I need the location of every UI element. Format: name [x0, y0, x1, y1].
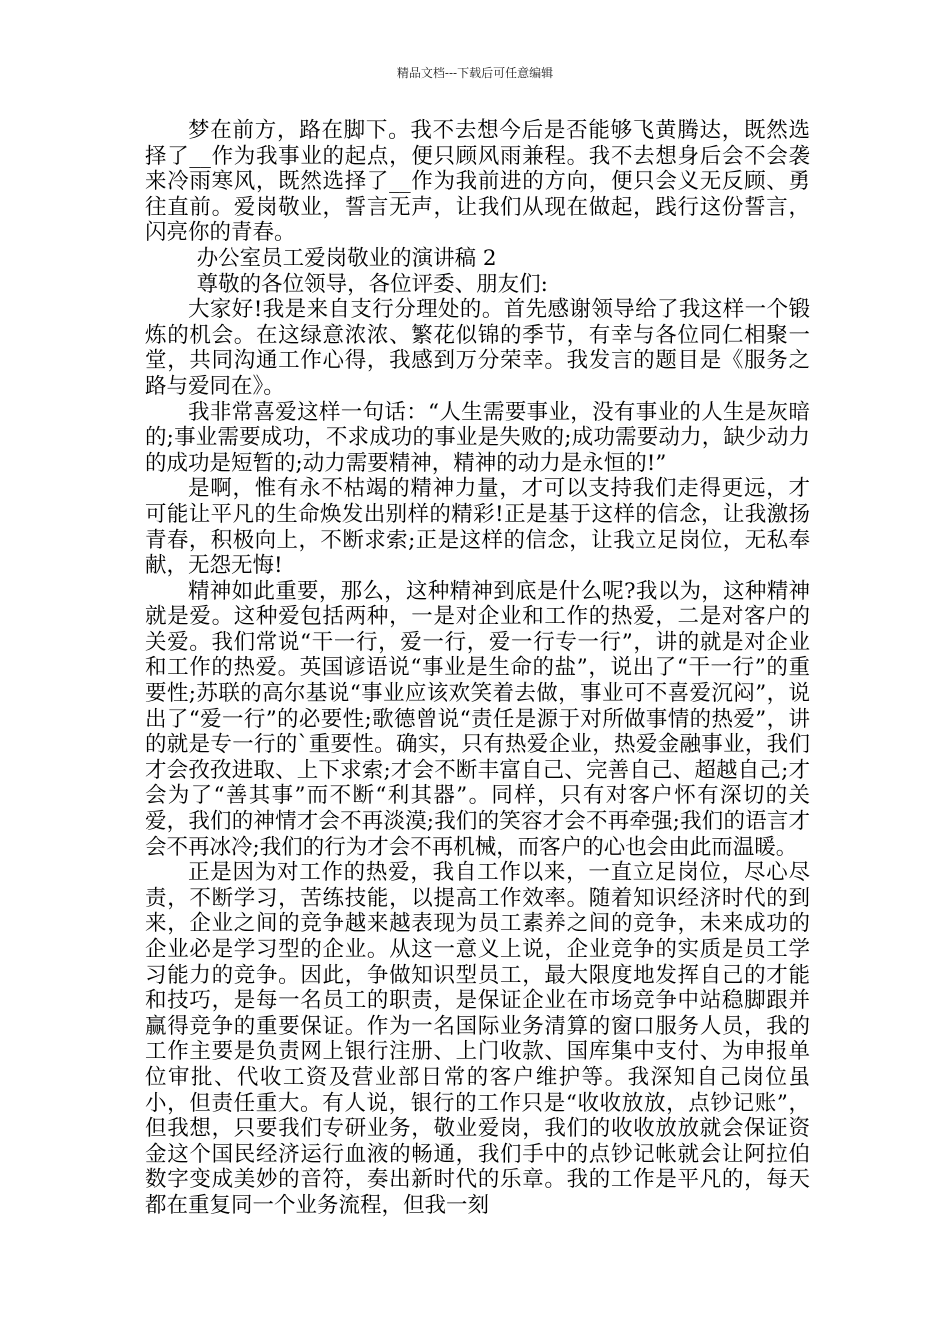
paragraph-greeting: 大家好!我是来自支行分理处的。首先感谢领导给了我这样一个锻炼的机会。在这绿意浓浓、繁花似锦的季节，有幸与各位同仁相聚一堂，共同沟通工作心得，我感到万分荣幸。我发言的题目是《服务之路与爱同在》。: [145, 297, 810, 399]
page-header: 精品文档---下载后可任意编辑: [396, 66, 554, 80]
paragraph-spirit: 是啊，惟有永不枯竭的精神力量，才可以支持我们走得更远，才可能让平凡的生命焕发出别样的精彩!正是基于这样的信念，让我激扬青春，积极向上，不断求索;正是这样的信念，让我立足岗位，无私奉献，无怨无悔!: [145, 476, 810, 579]
salutation: 尊敬的各位领导，各位评委、朋友们:: [196, 271, 548, 297]
paragraph-closing: 梦在前方，路在脚下。我不去想今后是否能够飞黄腾达，既然选择了__作为我事业的起点，便只顾风雨兼程。我不去想身后会不会袭来冷雨寒风，既然选择了__作为我前进的方向，便只会义无反顾、勇往直前。爱岗敬业，誓言无声，让我们从现在做起，践行这份誓言，闪亮你的青春。: [145, 118, 810, 246]
speech-title: 办公室员工爱岗敬业的演讲稿 2: [196, 245, 497, 271]
paragraph-quote: 我非常喜爱这样一句话：“人生需要事业，没有事业的人生是灰暗的;事业需要成功，不求成功的事业是失败的;成功需要动力，缺少动力的成功是短暂的;动力需要精神，精神的动力是永恒的!”: [145, 399, 810, 476]
paragraph-work: 正是因为对工作的热爱，我自工作以来，一直立足岗位，尽心尽责，不断学习，苦练技能，以提高工作效率。随着知识经济时代的到来，企业之间的竞争越来越表现为员工素养之间的竞争，未来成功的企业必是学习型的企业。从这一意义上说，企业竞争的实质是员工学习能力的竞争。因此，争做知识型员工，最大限度地发挥自己的才能和技巧，是每一名员工的职责，是保证企业在市场竞争中站稳脚跟并赢得竞争的重要保证。作为一名国际业务清算的窗口服务人员，我的工作主要是负责网上银行注册、上门收款、国库集中支付、为申报单位审批、代收工资及营业部日常的客户维护等。我深知自己岗位虽小，但责任重大。有人说，银行的工作只是“收收放放，点钞记账”，但我想，只要我们专研业务，敬业爱岗，我们的收收放放就会保证资金这个国民经济运行血液的畅通，我们手中的点钞记帐就会让阿拉伯数字变成美妙的音符，奏出新时代的乐章。我的工作是平凡的，每天都在重复同一个业务流程，但我一刻: [145, 860, 810, 1218]
document-body: [145, 118, 810, 1219]
paragraph-love: 精神如此重要，那么，这种精神到底是什么呢?我以为，这种精神就是爱。这种爱包括两种，一是对企业和工作的热爱，二是对客户的关爱。我们常说“干一行，爱一行，爱一行专一行”，讲的就是对企业和工作的热爱。英国谚语说“事业是生命的盐”，说出了“干一行”的重要性;苏联的高尔基说“事业应该欢笑着去做，事业可不喜爱沉闷”，说出了“爱一行”的必要性;歌德曾说“责任是源于对所做事情的热爱”，讲的就是专一行的`重要性。确实，只有热爱企业，热爱金融事业，我们才会孜孜进取、上下求索;才会不断丰富自己、完善自己、超越自己;才会为了“善其事”而不断“利其器”。同样，只有对客户怀有深切的关爱，我们的神情才会不再淡漠;我们的笑容才会不再牵强;我们的语言才会不再冰冷;我们的行为才会不再机械，而客户的心也会由此而温暖。: [145, 578, 810, 860]
